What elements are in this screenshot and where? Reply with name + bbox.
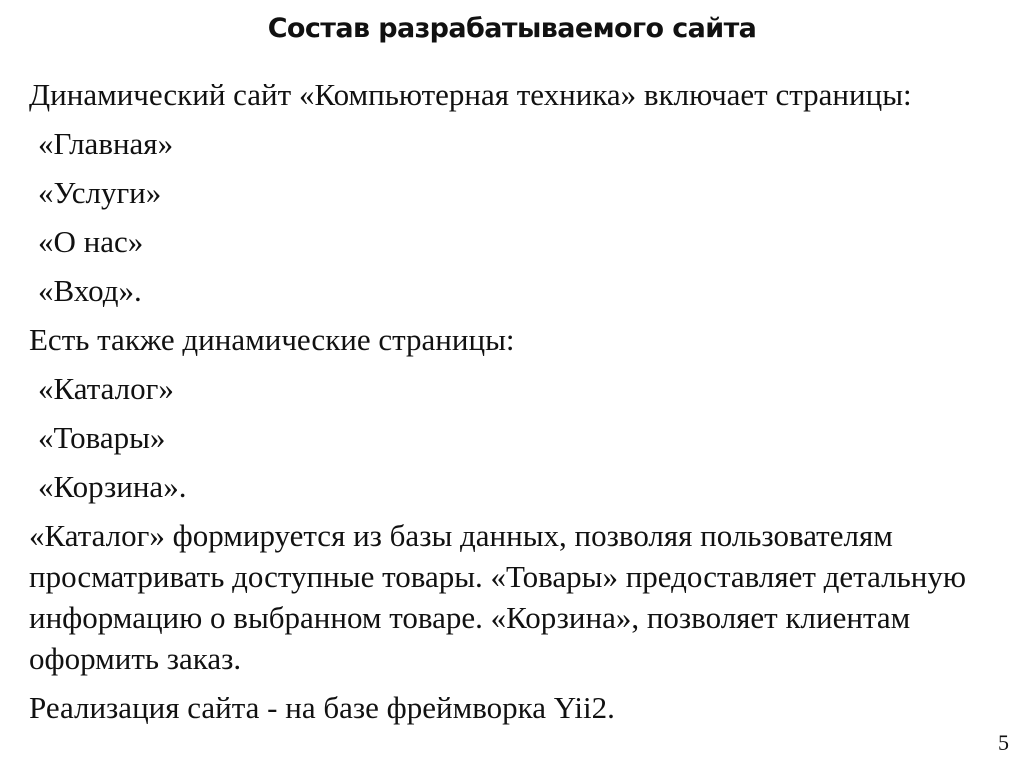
- dynamic-page-item: «Товары»: [38, 420, 166, 455]
- static-page-item: «Вход».: [38, 273, 142, 308]
- slide-body: [29, 74, 999, 736]
- static-page-item: «Услуги»: [38, 175, 162, 210]
- static-page-item: «Главная»: [38, 126, 174, 161]
- dynamic-page-item: «Корзина».: [38, 469, 187, 504]
- static-page-item: «О нас»: [38, 224, 144, 259]
- implementation-paragraph: Реализация сайта - на базе фреймворка Yii2.: [29, 690, 615, 725]
- intro-paragraph: Динамический сайт «Компьютерная техника» включает страницы:: [29, 77, 912, 112]
- dynamic-intro-paragraph: Есть также динамические страницы:: [29, 322, 515, 357]
- dynamic-page-item: «Каталог»: [38, 371, 174, 406]
- page-number: 5: [998, 730, 1009, 755]
- slide-title: Состав разрабатываемого сайта: [267, 13, 757, 44]
- description-paragraph: «Каталог» формируется из базы данных, позволяя пользователям просматривать доступные товары. «Товары» предоставляет детальную информацию о выбранном товаре. «Корзина», позволяет клиентам оформить заказ.: [29, 518, 966, 676]
